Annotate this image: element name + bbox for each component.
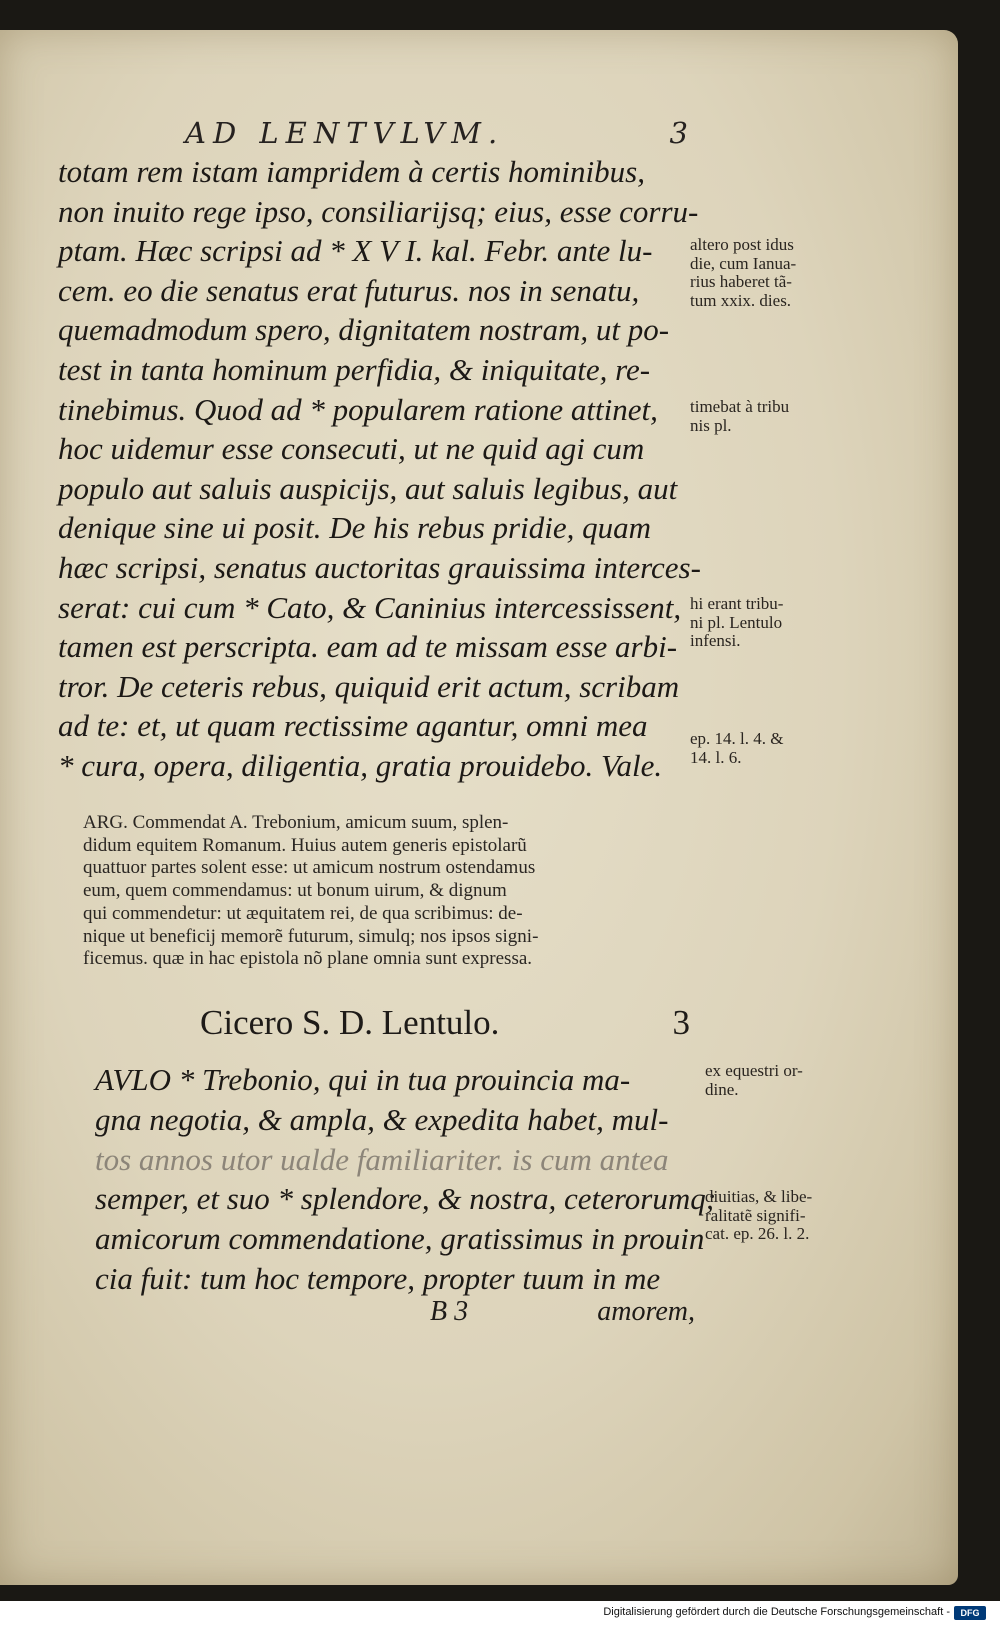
running-head-title: AD LENTVLVM. <box>185 116 505 150</box>
text-line: ptam. Hæc scripsi ad * X V I. kal. Febr. ante lu- <box>58 233 653 269</box>
text-line: cem. eo die senatus erat futurus. nos in senatu, <box>58 272 640 308</box>
margin-note-6 <box>705 1188 880 1244</box>
margin-note-5 <box>705 1062 880 1099</box>
margin-note-line: ni pl. Lentulo <box>690 612 783 632</box>
text-line: ad te: et, ut quam rectissime agantur, omni mea <box>58 708 648 744</box>
text-line: AVLO * Trebonio, qui in tua prouincia ma- <box>95 1062 631 1097</box>
text-line: test in tanta hominum perfidia, & iniquitate, re- <box>58 351 651 387</box>
text-line: amicorum commendatione, gratissimus in prouin <box>95 1221 705 1257</box>
text-line: tamen est perscripta. eam ad te missam esse arbi- <box>58 629 678 665</box>
argument-line: ficemus. quæ in hac epistola nõ plane omnia sunt expressa. <box>83 948 533 970</box>
letter-1-text <box>58 152 701 786</box>
text-line: non inuito rege ipso, consiliarijsq; eius, esse corru- <box>58 193 699 229</box>
margin-note-line: diuitias, & libe- <box>705 1187 813 1206</box>
letter-heading <box>200 1003 690 1043</box>
text-line: quemadmodum spero, dignitatem nostram, ut po- <box>58 312 670 348</box>
running-head <box>185 116 695 150</box>
margin-note-3 <box>690 595 865 651</box>
margin-note-1 <box>690 236 865 310</box>
text-line: gna negotia, & ampla, & expedita habet, mul- <box>95 1101 669 1137</box>
letter-heading-text: Cicero S. D. Lentulo. <box>200 1003 500 1042</box>
margin-note-line: infensi. <box>690 631 741 650</box>
margin-note-line: altero post idus <box>690 235 794 254</box>
margin-note-line: ep. 14. l. 4. & <box>690 729 784 748</box>
margin-note-2 <box>690 398 865 435</box>
argument-line: nique ut beneficij memorẽ futurum, simulq; nos ipsos signi- <box>83 925 539 947</box>
catchword: amorem, <box>597 1296 695 1327</box>
letter-2-text <box>95 1060 717 1299</box>
margin-note-line: 14. l. 6. <box>690 747 742 767</box>
page-number: 3 <box>669 116 695 150</box>
signature-mark: B 3 <box>430 1296 469 1327</box>
text-line: hoc uidemur esse consecuti, ut ne quid agi cum <box>58 431 645 467</box>
text-line: hæc scripsi, senatus auctoritas grauissima interces- <box>58 549 701 585</box>
margin-note-line: rius haberet tã- <box>690 272 792 291</box>
argument-line: didum equitem Romanum. Huius autem generis epistolarũ <box>83 834 527 856</box>
text-line: tror. De ceteris rebus, quiquid erit actum, scribam <box>58 668 680 704</box>
argument-line: ARG. Commendat A. Trebonium, amicum suum, splen- <box>83 812 509 833</box>
margin-note-line: tum xxix. dies. <box>690 290 792 310</box>
margin-note-line: ex equestri or- <box>705 1061 803 1080</box>
text-line: * cura, opera, diligentia, gratia prouidebo. Vale. <box>58 747 663 783</box>
dfg-logo-icon: DFG <box>954 1606 986 1620</box>
argument-line: qui commendetur: ut æquitatem rei, de qua scribimus: de- <box>83 902 523 924</box>
margin-note-line: timebat à tribu <box>690 397 790 416</box>
digitization-footer <box>0 1601 1000 1627</box>
text-line: tos annos utor ualde familiariter. is cum antea <box>95 1141 669 1177</box>
margin-note-line: hi erant tribu- <box>690 594 784 613</box>
argument-line: quattuor partes solent esse: ut amicum nostrum ostendamus <box>83 857 536 879</box>
text-line: serat: cui cum * Cato, & Caninius intercessissent, <box>58 589 682 625</box>
argument-summary <box>83 812 693 971</box>
text-line: totam rem istam iampridem à certis hominibus, <box>58 154 645 189</box>
letter-number: 3 <box>672 1003 690 1042</box>
text-line: cia fuit: tum hoc tempore, propter tuum in me <box>95 1260 661 1296</box>
argument-line: eum, quem commendamus: ut bonum uirum, & dignum <box>83 880 507 902</box>
footer-credit: Digitalisierung gefördert durch die Deutsche Forschungsgemeinschaft - <box>603 1606 950 1618</box>
margin-note-line: ralitatẽ signifi- <box>705 1205 806 1225</box>
text-line: populo aut saluis auspicijs, aut saluis legibus, aut <box>58 470 678 506</box>
text-line: denique sine ui posit. De his rebus pridie, quam <box>58 510 651 546</box>
margin-note-line: die, cum Ianua- <box>690 253 797 273</box>
text-line: semper, et suo * splendore, & nostra, ceterorumq; <box>95 1181 717 1217</box>
text-line: tinebimus. Quod ad * popularem ratione attinet, <box>58 391 658 427</box>
margin-note-line: cat. ep. 26. l. 2. <box>705 1224 810 1243</box>
margin-note-line: dine. <box>705 1079 739 1099</box>
margin-note-4 <box>690 730 865 767</box>
margin-note-line: nis pl. <box>690 415 732 435</box>
